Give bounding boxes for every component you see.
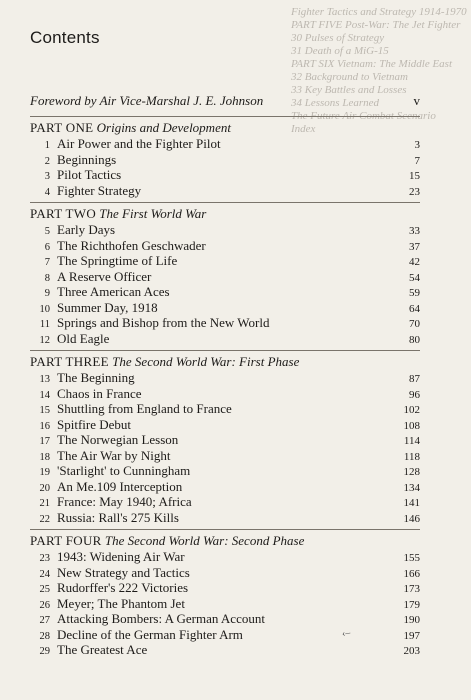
chapter-page: 114: [403, 435, 420, 447]
part-title[interactable]: [30, 532, 420, 549]
chapter-number: 15: [39, 405, 50, 416]
chapter-number: 19: [39, 467, 50, 478]
chapter-number: 24: [39, 568, 50, 580]
chapter-page: 118: [403, 450, 420, 463]
chapter-entry[interactable]: [30, 627, 420, 643]
table-of-contents: [30, 92, 420, 658]
bleed-line: 30 Pulses of Strategy: [291, 32, 385, 44]
chapter-entry[interactable]: [30, 386, 420, 402]
chapter-page: 87: [409, 373, 420, 385]
chapter-entry[interactable]: [30, 152, 420, 168]
chapter-number: 9: [44, 288, 50, 299]
chapter-title: Shuttling from England to France: [57, 401, 232, 416]
chapter-entry[interactable]: [30, 284, 420, 300]
chapter-title: An Me.109 Interception: [57, 478, 183, 494]
part-title[interactable]: [30, 353, 420, 370]
chapter-page: 155: [403, 552, 420, 564]
chapter-entry[interactable]: [30, 580, 420, 596]
foreword-page: v: [413, 93, 420, 108]
chapter-page: 173: [403, 583, 420, 595]
chapter-entry[interactable]: [30, 401, 420, 417]
chapter-entry[interactable]: [30, 238, 420, 254]
chapter-title: 1943: Widening Air War: [57, 549, 185, 564]
chapter-title: Early Days: [57, 222, 116, 237]
chapter-page: 23: [409, 185, 420, 198]
chapter-page: 7: [414, 154, 420, 167]
part-label: PART ONE: [30, 120, 94, 135]
chapter-number: 11: [39, 319, 50, 330]
chapter-entry[interactable]: [30, 300, 420, 316]
chapter-entry[interactable]: [30, 167, 420, 183]
chapter-page: 80: [409, 333, 420, 346]
chapter-title: France: May 1940; Africa: [57, 494, 192, 509]
chapter-title: Old Eagle: [57, 330, 110, 346]
chapter-title: Fighter Strategy: [57, 182, 142, 198]
chapter-page: 141: [403, 497, 420, 509]
chapter-title: Spitfire Debut: [57, 416, 132, 432]
part-label: PART TWO: [30, 206, 97, 221]
chapter-number: 10: [39, 303, 50, 315]
chapter-entry[interactable]: [30, 253, 420, 269]
chapter-entry[interactable]: [30, 222, 420, 238]
chapter-page: 64: [409, 302, 420, 315]
foreword-entry[interactable]: [30, 92, 420, 110]
chapter-page: 190: [403, 614, 420, 626]
part-label: PART THREE: [30, 354, 109, 369]
foreword-title: Foreword by Air Vice-Marshal J. E. Johnson: [30, 93, 264, 108]
bleed-line: Fighter Tactics and Strategy 1914-1970: [291, 6, 467, 18]
part-subtitle: Origins and Development: [96, 120, 231, 135]
chapter-title: Attacking Bombers: A German Account: [57, 611, 265, 626]
chapter-number: 20: [39, 482, 50, 494]
chapter-number: 3: [44, 171, 50, 182]
bleed-line: 31 Death of a MiG-15: [291, 45, 389, 57]
chapter-title: New Strategy and Tactics: [57, 564, 190, 580]
chapter-title: The Norwegian Lesson: [57, 432, 179, 447]
chapter-page: 96: [409, 388, 420, 401]
chapter-title: Air Power and the Fighter Pilot: [57, 136, 221, 151]
part-section: [30, 116, 420, 198]
chapter-entry[interactable]: [30, 183, 420, 199]
chapter-page: 59: [409, 287, 420, 299]
bleed-line: 34 Lessons Learned: [291, 97, 380, 109]
part-subtitle: The First World War: [99, 206, 207, 221]
chapter-page: 134: [403, 481, 420, 494]
chapter-entry[interactable]: [30, 596, 420, 612]
part-title[interactable]: [30, 119, 420, 136]
chapter-entry[interactable]: [30, 611, 420, 627]
chapter-title: A Reserve Officer: [57, 268, 152, 284]
chapter-page: 108: [403, 419, 420, 432]
chapter-title: 'Starlight' to Cunningham: [57, 463, 191, 478]
chapter-page: 37: [409, 240, 420, 253]
part-section: [30, 350, 420, 525]
chapter-title: Pilot Tactics: [57, 167, 122, 182]
chapter-number: 8: [44, 272, 50, 284]
chapter-title: Decline of the German Fighter Arm: [57, 626, 243, 642]
chapter-page: 179: [403, 598, 420, 611]
chapter-number: 6: [44, 241, 50, 253]
chapter-title: Russia: Rall's 275 Kills: [57, 509, 179, 525]
chapter-entry[interactable]: [30, 463, 420, 479]
chapter-page: 15: [409, 170, 420, 182]
chapter-number: 27: [39, 615, 50, 626]
chapter-page: 146: [403, 512, 420, 525]
chapter-entry[interactable]: [30, 549, 420, 565]
pencil-mark: ‹–: [341, 627, 352, 640]
chapter-entry[interactable]: [30, 370, 420, 386]
chapter-entry[interactable]: [30, 448, 420, 464]
part-section: [30, 202, 420, 346]
chapter-entry[interactable]: [30, 479, 420, 495]
chapter-title: The Richthofen Geschwader: [57, 237, 206, 253]
chapter-entry[interactable]: [30, 432, 420, 448]
chapter-page: 3: [414, 139, 420, 151]
chapter-number: 2: [44, 155, 50, 167]
chapter-number: 1: [44, 140, 50, 151]
bleed-line: PART FIVE Post-War: The Jet Fighter: [291, 19, 461, 31]
chapter-page: 203: [403, 645, 420, 657]
chapter-entry[interactable]: [30, 315, 420, 331]
chapter-number: 7: [44, 257, 50, 268]
bleed-line: PART SIX Vietnam: The Middle East: [291, 58, 453, 70]
chapter-page: 54: [409, 271, 420, 284]
chapter-title: The Beginning: [57, 370, 135, 385]
chapter-page: 70: [409, 318, 420, 330]
chapter-title: Chaos in France: [57, 385, 142, 401]
chapter-page: 33: [409, 225, 420, 237]
part-subtitle: The Second World War: Second Phase: [104, 533, 305, 548]
chapter-title: The Greatest Ace: [57, 642, 148, 657]
chapter-number: 16: [39, 420, 50, 432]
chapter-number: 14: [39, 389, 50, 401]
chapter-title: The Air War by Night: [57, 447, 171, 463]
bleed-line: Index: [291, 123, 316, 135]
chapter-entry[interactable]: [30, 494, 420, 510]
chapter-page: 166: [403, 567, 420, 580]
chapter-number: 12: [39, 334, 50, 346]
part-subtitle: The Second World War: First Phase: [112, 354, 300, 369]
part-section: [30, 529, 420, 658]
chapter-number: 18: [39, 451, 50, 463]
chapter-number: 25: [39, 584, 50, 595]
chapter-number: 28: [39, 630, 50, 642]
chapter-entry[interactable]: [30, 331, 420, 347]
page-title: Contents: [30, 28, 100, 47]
chapter-number: 29: [39, 646, 50, 657]
chapter-page: 102: [403, 404, 420, 416]
chapter-page: 128: [403, 466, 420, 478]
chapter-number: 17: [39, 436, 50, 447]
chapter-number: 4: [44, 186, 50, 198]
chapter-title: Beginnings: [57, 151, 117, 167]
chapter-entry[interactable]: [30, 417, 420, 433]
part-label: PART FOUR: [30, 533, 102, 548]
chapter-title: The Springtime of Life: [57, 253, 178, 268]
chapter-entry[interactable]: [30, 510, 420, 526]
chapter-number: 22: [39, 513, 50, 525]
bleed-line: The Future Air Combat Scenario: [291, 110, 436, 122]
bleed-line: 33 Key Battles and Losses: [291, 84, 407, 96]
chapter-title: Meyer; The Phantom Jet: [57, 595, 185, 611]
chapter-number: 26: [39, 599, 50, 611]
chapter-title: Summer Day, 1918: [57, 299, 158, 315]
part-title[interactable]: [30, 205, 420, 222]
chapter-number: 23: [39, 553, 50, 564]
chapter-number: 5: [44, 226, 50, 237]
chapter-entry[interactable]: [30, 136, 420, 152]
chapter-title: Rudorffer's 222 Victories: [57, 580, 189, 595]
chapter-entry[interactable]: [30, 565, 420, 581]
chapter-page: 197: [403, 629, 420, 642]
chapter-entry[interactable]: [30, 269, 420, 285]
chapter-page: 42: [409, 256, 420, 268]
parts-list: [30, 116, 420, 658]
chapter-number: 21: [39, 498, 50, 509]
bleed-line: 32 Background to Vietnam: [291, 71, 409, 83]
chapter-title: Three American Aces: [57, 284, 170, 299]
chapter-title: Springs and Bishop from the New World: [57, 315, 270, 330]
chapter-entry[interactable]: [30, 642, 420, 658]
chapter-number: 13: [39, 374, 50, 385]
